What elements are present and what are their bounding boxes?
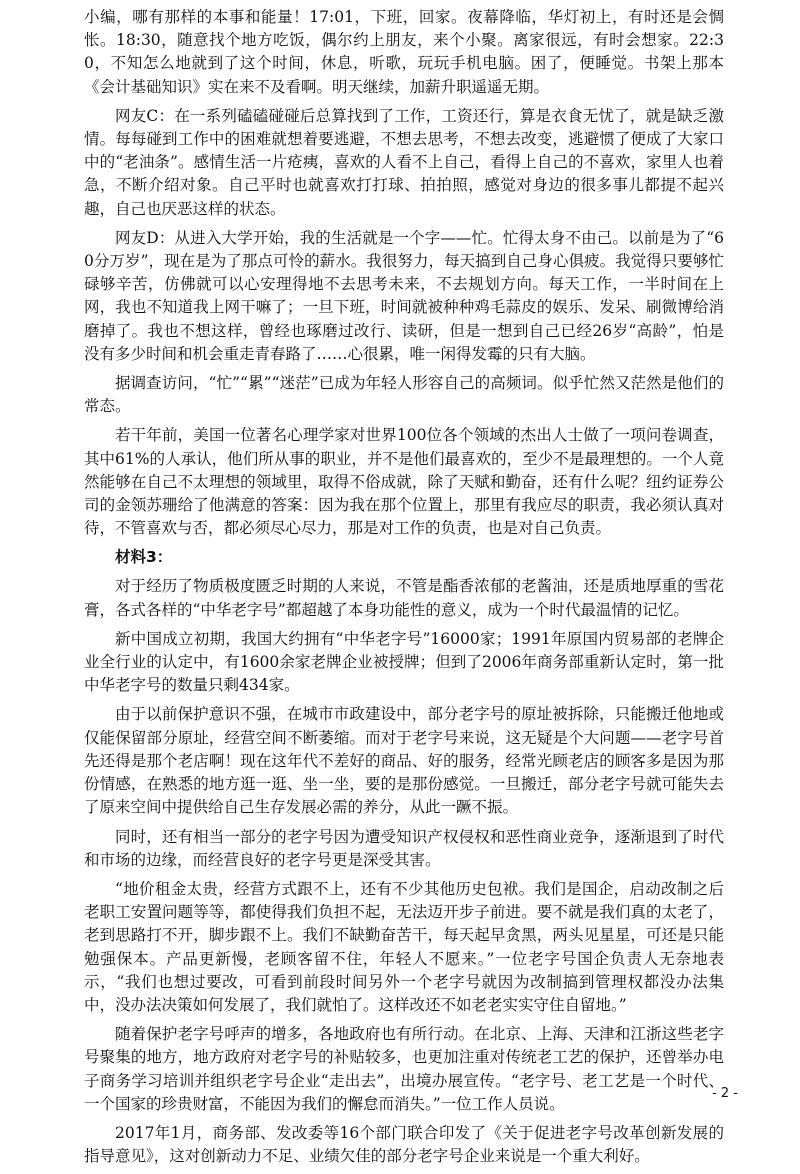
paragraph-memory: 对于经历了物质极度匮乏时期的人来说，不管是酯香浓郁的老酱油，还是质地厚重的雪花膏，各式各样的“中华老字号”都超越了本身功能性的意义，成为一个时代最温情的记忆。 (84, 577, 724, 619)
paragraph-competition: 同时，还有相当一部分的老字号因为遭受知识产权侵权和恶性商业竞争，逐渐退到了时代和市场的边缘，而经营良好的老字号更是深受其害。 (84, 827, 724, 869)
paragraph-psychologist: 若干年前，美国一位著名心理学家对世界100位各个领域的杰出人士做了一项问卷调查，其中61%的人承认，他们所从事的职业，并不是他们最喜欢的，至少不是最理想的。一个人竟然能够在自己不太理想的领域里，取得不俗成就，除了天赋和勤奋，还有什么呢？纽约证券公司的金领苏珊给了他满意的答案：因为我在那个位置上，那里有我应尽的职责，我必须认真对待，不管喜欢与否，都必须尽心尽力，那是对工作的负责，也是对自己负责。 (84, 426, 724, 538)
paragraph-netizen-c: 网友C：在一系列磕磕碰碰后总算找到了工作，工资还行，算是衣食无忧了，就是缺乏激情。每每碰到工作中的困难就想着要逃避，不想去思考，不想去改变，逃避惯了便成了大家口中的“老油条”。感情生活一片疮痍，喜欢的人看不上自己，看得上自己的不喜欢，家里人也着急，不断介绍对象。自己平时也就喜欢打打球、拍拍照，感觉对身边的很多事儿都提不起兴趣，自己也厌恶这样的状态。 (84, 106, 724, 218)
paragraph-government: 随着保护老字号呼声的增多，各地政府也有所行动。在北京、上海、天津和江浙这些老字号聚集的地方，地方政府对老字号的补贴较多，也更加注重对传统老工艺的保护，还曾举办电子商务学习培训并组织老字号企业“走出去”，出境办展宣传。“老字号、老工艺是一个时代、一个国家的珍贵财富，不能因为我们的懈怠而消失。”一位工作人员说。 (84, 1025, 724, 1113)
paragraph-relocation: 由于以前保护意识不强，在城市市政建设中，部分老字号的原址被拆除，只能搬迁他地或仅能保留部分原址，经营空间不断萎缩。而对于老字号来说，这无疑是个大问题——老字号首先还得是那个老店啊！现在这年代不差好的商品、好的服务，经常光顾老店的顾客多是因为那份情感，在熟悉的地方逛一逛、坐一坐，要的是那份感觉。一旦搬迁，部分老字号就可能失去了原来空间中提供给自己生存发展必需的养分，从此一蹶不振。 (84, 705, 724, 817)
paragraph-netizen-d: 网友D：从进入大学开始，我的生活就是一个字——忙。忙得太身不由己。以前是为了“60分万岁”，现在是为了那点可怜的薪水。我很努力，每天搞到自己身心俱疲。我觉得只要够忙碌够辛苦，仿佛就可以心安理得地不去思考未来，不去规划方向。每天工作，一半时间在上网，我也不知道我上网干嘛了；一旦下班，时间就被种种鸡毛蒜皮的娱乐、发呆、刷微博给消磨掉了。我也不想这样，曾经也琢磨过改行、读研，但是一想到自己已经26岁“高龄”，怕是没有多少时间和机会重走青春路了……心很累，唯一闲得发霉的只有大脑。 (84, 228, 724, 363)
document-page (84, 6, 724, 1174)
paragraph-statistics: 新中国成立初期，我国大约拥有“中华老字号”16000家；1991年原国内贸易部的老牌企业全行业的认定中，有1600余家老牌企业被授牌；但到了2006年商务部重新认定时，第一批中华老字号的数量只剩434家。 (84, 629, 724, 695)
paragraph-policy: 2017年1月，商务部、发改委等16个部门联合印发了《关于促进老字号改革创新发展的指导意见》，这对创新动力不足、业绩欠佳的部分老字号企业来说是一个重大利好。 (84, 1123, 724, 1166)
page-number: - 2 - (712, 1086, 738, 1101)
paragraph-survey: 据调查访问，“忙”“累”“迷茫”已成为年轻人形容自己的高频词。似乎忙然又茫然是他们的常态。 (84, 374, 724, 416)
section-heading: 材料3： (115, 548, 173, 567)
paragraph-diary-continued: 小编，哪有那样的本事和能量！17:01，下班，回家。夜幕降临，华灯初上，有时还是会惆怅。18:30，随意找个地方吃饭，偶尔约上朋友，来个小聚。离家很远，有时会想家。22:30，不知怎么地就到了这个时间，休息，听歌，玩玩手机电脑。困了，便睡觉。书架上那本《会计基础知识》实在来不及看啊。明天继续，加薪升职遥遥无期。 (84, 8, 724, 96)
paragraph-quote: “地价租金太贵，经营方式跟不上，还有不少其他历史包袱。我们是国企，启动改制之后老职工安置问题等等，都使得我们负担不起，无法迈开步子前进。要不就是我们真的太老了，老到思路打不开，脚步跟不上。我们不缺勤奋苦干，每天起早贪黑，两头见星星，可还是只能勉强保本。产品更新慢，老顾客留不住，年轻人不愿来。”一位老字号国企负责人无奈地表示，“我们也想过要改，可看到前段时间另外一个老字号就因为改制搞到管理权都没办法集中，没办法决策如何发展了，我们就怕了。这样改还不如老老实实守住自留地。” (84, 879, 724, 1014)
